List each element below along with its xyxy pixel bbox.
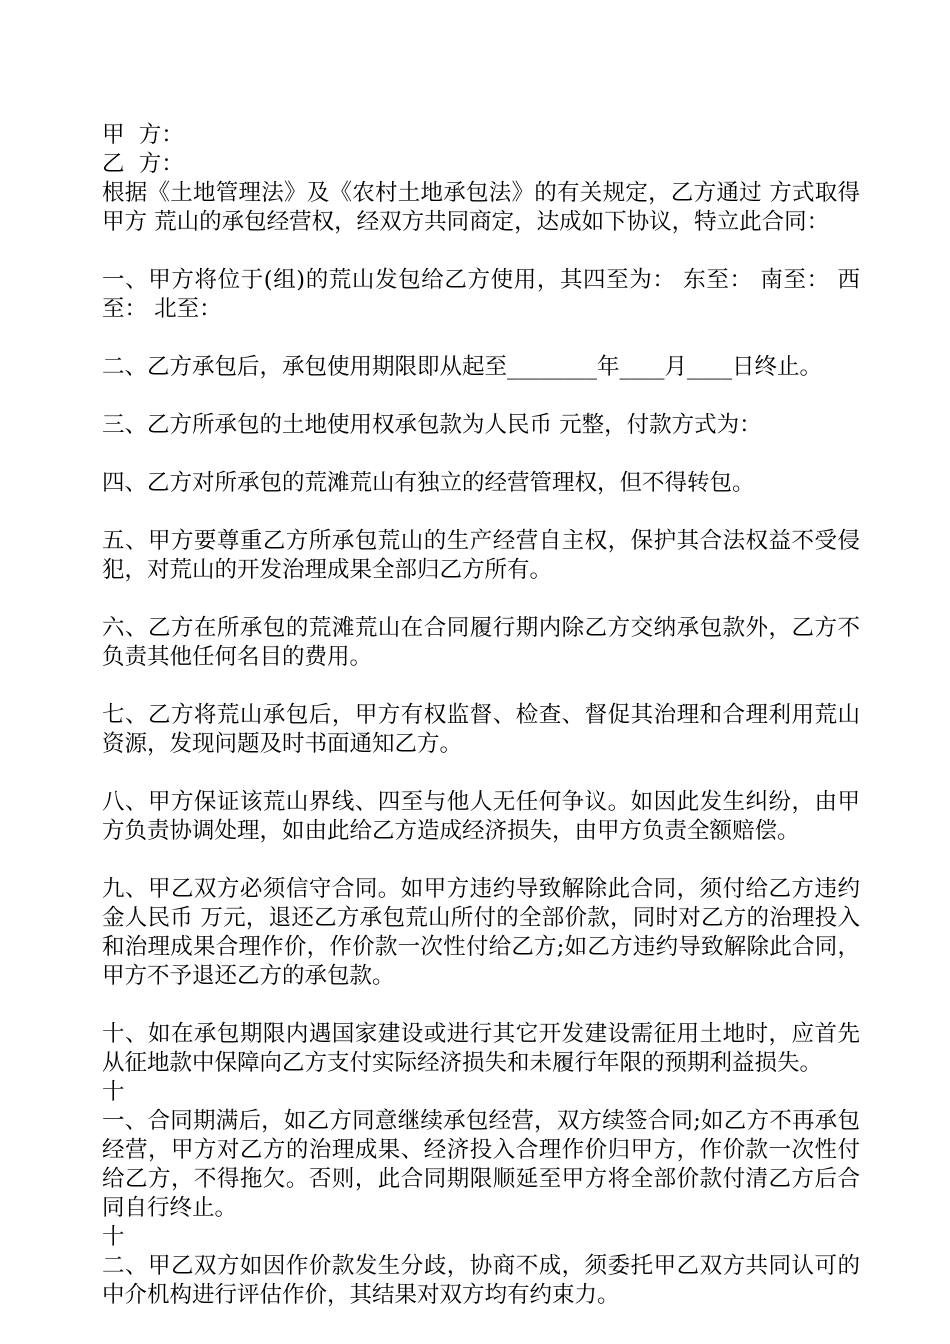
clause-6: 六、乙方在所承包的荒滩荒山在合同履行期内除乙方交纳承包款外，乙方不负责其他任何名目的费用。: [102, 615, 860, 670]
contract-document: [102, 121, 860, 1310]
clause-5: 五、甲方要尊重乙方所承包荒山的生产经营自主权，保护其合法权益不受侵犯，对荒山的开发治理成果全部归乙方所有。: [102, 528, 860, 583]
clause-4: 四、乙方对所承包的荒滩荒山有独立的经营管理权，但不得转包。: [102, 470, 755, 496]
clause-1: 一、甲方将位于(组)的荒山发包给乙方使用，其四至为： 东至： 南至： 西至： 北至：: [102, 267, 860, 322]
clause-2: 二、乙方承包后，承包使用期限即从起至________年____月____日终止。: [102, 354, 823, 380]
clause-3: 三、乙方所承包的土地使用权承包款为人民币 元整，付款方式为：: [102, 412, 762, 438]
party-b-line: 乙 方：: [102, 151, 184, 177]
clause-7: 七、乙方将荒山承包后，甲方有权监督、检查、督促其治理和合理利用荒山资源，发现问题及时书面通知乙方。: [102, 702, 860, 757]
clause-11: 一、合同期满后，如乙方同意继续承包经营，双方续签合同;如乙方不再承包经营，甲方对乙方的治理成果、经济投入合理作价归甲方，作价款一次性付给乙方，不得拖欠。否则，此合同期限顺延至甲方将全部价款付清乙方后合同自行终止。: [102, 1108, 860, 1221]
clause-12: 二、甲乙双方如因作价款发生分歧，协商不成，须委托甲乙双方共同认可的中介机构进行评估作价，其结果对双方均有约束力。: [102, 1253, 860, 1308]
clause-11-prefix: 十: [102, 1079, 125, 1105]
clause-8: 八、甲方保证该荒山界线、四至与他人无任何争议。如因此发生纠纷，由甲方负责协调处理，如由此给乙方造成经济损失，由甲方负责全额赔偿。: [102, 789, 860, 844]
clause-12-prefix: 十: [102, 1224, 125, 1250]
clause-10: 十、如在承包期限内遇国家建设或进行其它开发建设需征用土地时，应首先从征地款中保障向乙方支付实际经济损失和未履行年限的预期利益损失。: [102, 1021, 860, 1076]
clause-9: 九、甲乙双方必须信守合同。如甲方违约导致解除此合同，须付给乙方违约金人民币 万元，退还乙方承包荒山所付的全部价款，同时对乙方的治理投入和治理成果合理作价，作价款一次性付给乙方;如乙方违约导致解除此合同，甲方不予退还乙方的承包款。: [102, 876, 860, 989]
party-a-line: 甲 方：: [102, 122, 184, 148]
intro-paragraph: 根据《土地管理法》及《农村土地承包法》的有关规定，乙方通过 方式取得甲方 荒山的承包经营权，经双方共同商定，达成如下协议，特立此合同：: [102, 180, 860, 235]
